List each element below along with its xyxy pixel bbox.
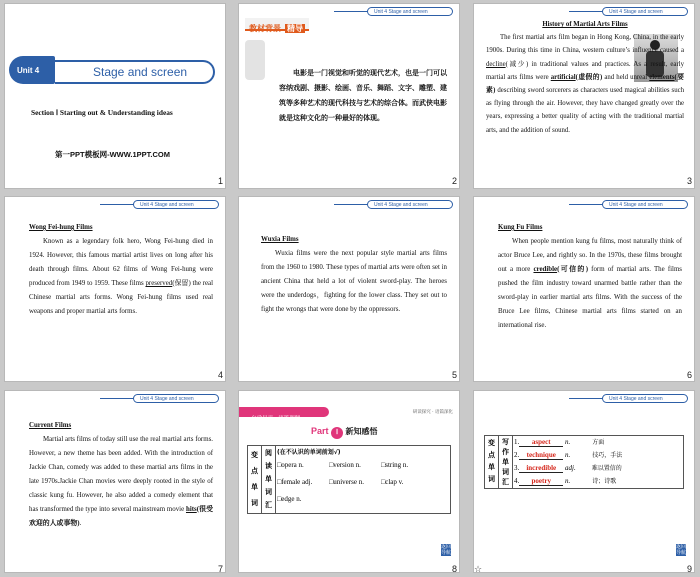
slide-header: Unit 4 Stage and screen bbox=[602, 200, 688, 209]
vocab-item[interactable]: □string n. bbox=[381, 460, 409, 469]
slide-number: 2 bbox=[452, 176, 458, 186]
slide-number: 8 bbox=[452, 564, 458, 574]
vocab-item[interactable]: □clap v. bbox=[381, 477, 404, 486]
answer-blank[interactable]: technique bbox=[519, 451, 563, 460]
background-tag: 教材背景 精导 bbox=[245, 18, 309, 31]
banner-right: 研读探究 · 语篇深化 bbox=[412, 410, 453, 415]
vocab-item[interactable]: □opera n. bbox=[277, 460, 304, 469]
slide-header: Unit 4 Stage and screen bbox=[133, 200, 219, 209]
slide-number: 9 bbox=[687, 564, 693, 574]
slide-5-body: Wuxia Films Wuxia films were the next popular style martial arts films from the 1960 to 1980. These types of martial arts were often set in ancient China that held a lot of violent sword-play. The heroes were the underdogs，fighting for the lower class. They set out to fight the wrongs that were done by the oppressors. bbox=[261, 236, 447, 313]
slide-header: Unit 4 Stage and screen bbox=[367, 200, 453, 209]
slide-4-body: Wong Fei-hung Films Known as a legendary folk hero, Wong Fei-hung died in 1924. However, this famous martial artist lives on long after his death through films. About 62 films of Wong Fei-hung were produced from 1949 to 1959. These films preserved(保留) the real Chinese martial arts forms. Wong Fei-hung films used real weapons and proper martial arts forms. bbox=[29, 224, 213, 315]
part-heading: Part Ⅰ 新知感悟 bbox=[311, 426, 378, 439]
vocab-item[interactable]: □version n. bbox=[329, 460, 361, 469]
vocab-item[interactable]: □universe n. bbox=[329, 477, 364, 486]
slide-9[interactable] bbox=[473, 390, 695, 573]
slide-number: 4 bbox=[218, 370, 224, 380]
slide-1-title: Stage and screen bbox=[93, 65, 188, 79]
answer-blank[interactable]: incredible bbox=[519, 464, 563, 473]
star-icon: ☆ bbox=[474, 565, 483, 575]
section-banner: 自学导引 · 语篇理解 bbox=[239, 407, 329, 417]
slide-number: 7 bbox=[218, 564, 224, 574]
brand-text: 第一PPT模板网-WWW.1PPT.COM bbox=[55, 150, 170, 159]
back-nav-button[interactable]: 返回导航 bbox=[676, 544, 687, 556]
reading-vocab-table: 变 点 单 词 阅 读 单 词 汇 (在不认识的单词前划√) □opera n. □version n. □string n. □female adj. □universe n. □clap v. □edge n. bbox=[247, 445, 451, 514]
slide-3[interactable] bbox=[473, 3, 695, 189]
back-nav-button[interactable]: 返回导航 bbox=[441, 544, 452, 556]
vocab-item[interactable]: □female adj. bbox=[277, 477, 313, 486]
slide-5[interactable] bbox=[238, 196, 460, 382]
slide-7[interactable] bbox=[4, 390, 226, 573]
slide-6[interactable] bbox=[473, 196, 695, 382]
slide-6-body: Kung Fu Films When people mention kung fu films, most naturally think of actor Bruce Lee, and rightly so. In the 1970s, these films brought out a more credible(可信的) form of martial arts. The films pushed the film industry toward unarmed battle rather than the sword-play in earlier martial arts films. With the success of the Bruce Lee films, Chinese martial arts films started on an international rise. bbox=[498, 224, 682, 329]
slide-header: Unit 4 Stage and screen bbox=[602, 394, 688, 403]
slide-4[interactable] bbox=[4, 196, 226, 382]
writing-vocab-table: 变 点 单 词 写 作 单 词 汇 1. aspect n. 方面 2. technique n. 技巧，手法 3. incredible adj. 难以置信的 4. poetry n. 诗；诗歌 bbox=[484, 435, 684, 489]
slide-header: Unit 4 Stage and screen bbox=[367, 7, 453, 16]
slide-header: Unit 4 Stage and screen bbox=[602, 7, 688, 16]
answer-blank[interactable]: poetry bbox=[519, 477, 563, 486]
section-title: Section Ⅰ Starting out & Understanding ideas bbox=[31, 108, 173, 117]
slide-number: 1 bbox=[218, 176, 224, 186]
background-text: 电影是一门视觉和听觉的现代艺术，也是一门可以容纳戏剧、摄影、绘画、音乐、舞蹈、文字、雕塑、建筑等多种艺术的现代科技与艺术的综合体。而武侠电影就是这种文化的一种最好的体现。 bbox=[279, 69, 447, 122]
slide-2[interactable] bbox=[238, 3, 460, 189]
scroll-graphic bbox=[245, 40, 265, 80]
slide-number: 5 bbox=[452, 370, 458, 380]
slide-number: 6 bbox=[687, 370, 693, 380]
vocab-item[interactable]: □edge n. bbox=[277, 495, 302, 504]
slide-number: 3 bbox=[687, 176, 693, 186]
slide-1[interactable] bbox=[4, 3, 226, 189]
unit-label: Unit 4 bbox=[17, 66, 40, 75]
slide-header: Unit 4 Stage and screen bbox=[133, 394, 219, 403]
answer-blank[interactable]: aspect bbox=[519, 438, 563, 447]
slide-8[interactable] bbox=[238, 390, 460, 573]
slide-3-body: History of Martial Arts Films The first martial arts film began in Hong Kong, China, in the early 1900s. During this time in China, western culture’s influence caused a decline(减少) in traditional values and practices. As a result, early martial arts films were artificial(虚假的) and held unreal elements(要素) describing sword sorcerers as characters used magical abilities such as flying through the air. However, they have changed greatly over the years, expressing a better quality of acting with the traditional martial arts, and the addition of sound. bbox=[486, 21, 685, 134]
slide-7-body: Current Films Martial arts films of today still use the real martial arts forms. However, a new theme has been added. With the introduction of Jackie Chan, comedy was added to these martial arts films in the late 1970s.Jackie Chan movies were deeply rooted in the style of classic kung fu. However, he also added a comedy element that has transformed the type into several mainstream movie hits(很受欢迎的人或事物). bbox=[29, 422, 214, 527]
